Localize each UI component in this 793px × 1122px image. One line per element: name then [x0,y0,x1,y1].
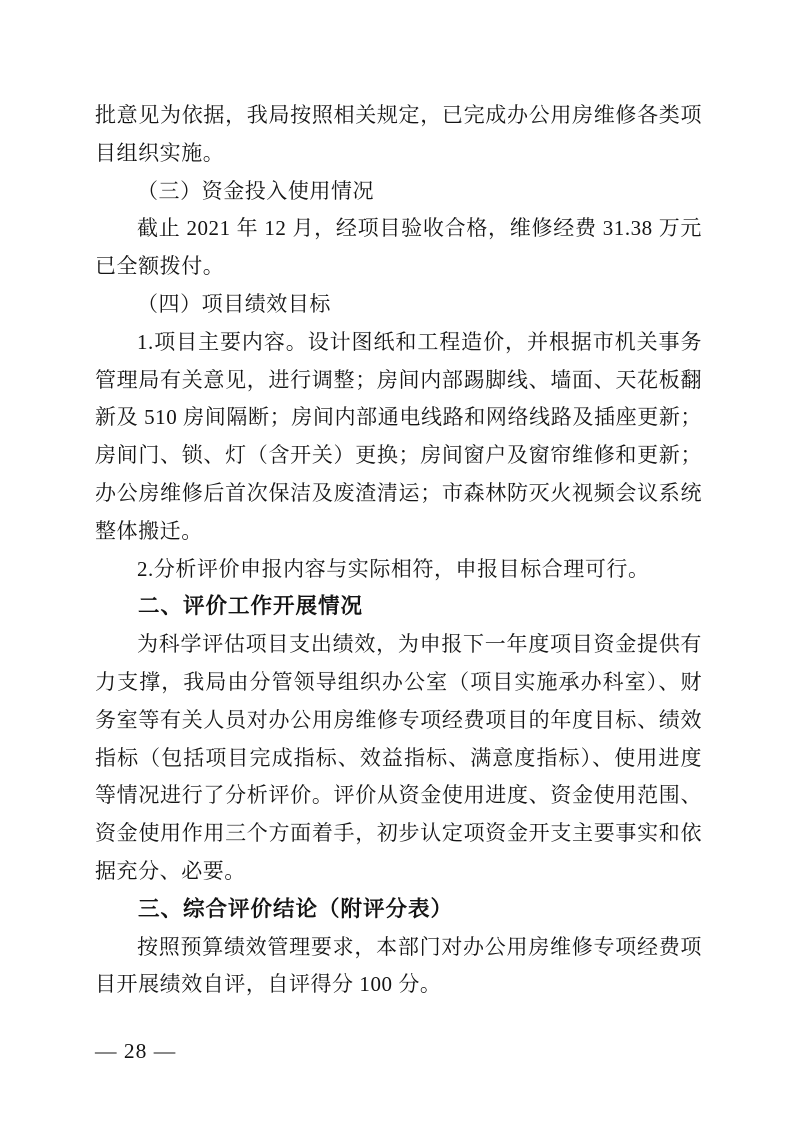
section-subheading-performance-goals: （四）项目绩效目标 [137,291,331,316]
document-body [95,97,702,1004]
section-subheading-funding-usage: （三）资金投入使用情况 [137,178,375,203]
page-number: — 28 — [95,1039,177,1063]
paragraph-continued: 批意见为依据，我局按照相关规定，已完成办公用房维修各类项目组织实施。 [95,103,702,165]
section-heading-evaluation-work: 二、评价工作开展情况 [138,594,364,619]
paragraph-funding-usage: 截止 2021 年 12 月，经项目验收合格，维修经费 31.38 万元已全额拨付。 [95,216,702,279]
section-heading-overall-conclusion: 三、综合评价结论（附评分表） [138,896,454,921]
paragraph-evaluation-work: 为科学评估项目支出绩效，为申报下一年度项目资金提供有力支撑，我局由分管领导组织办公室（项目实施承办科室）、财务室等有关人员对办公用房维修专项经费项目的年度目标、绩效指标（包括项目完成指标、效益指标、满意度指标）、使用进度等情况进行了分析评价。评价从资金使用进度、资金使用范围、资金使用作用三个方面着手，初步认定项资金开支主要事实和依据充分、必要。 [95,632,702,883]
paragraph-self-evaluation-score: 按照预算绩效管理要求，本部门对办公用房维修专项经费项目开展绩效自评，自评得分 100 分。 [95,934,702,997]
paragraph-analysis-conclusion: 2.分析评价申报内容与实际相符，申报目标合理可行。 [137,556,650,581]
paragraph-project-main-content: 1.项目主要内容。设计图纸和工程造价，并根据市机关事务管理局有关意见，进行调整；房间内部踢脚线、墙面、天花板翻新及 510 房间隔断；房间内部通电线路和网络线路及插座更新；房间门、锁、灯（含开关）更换；房间窗户及窗帘维修和更新；办公房维修后首次保洁及废渣清运；市森林防灭火视频会议系统整体搬迁。 [95,329,702,543]
